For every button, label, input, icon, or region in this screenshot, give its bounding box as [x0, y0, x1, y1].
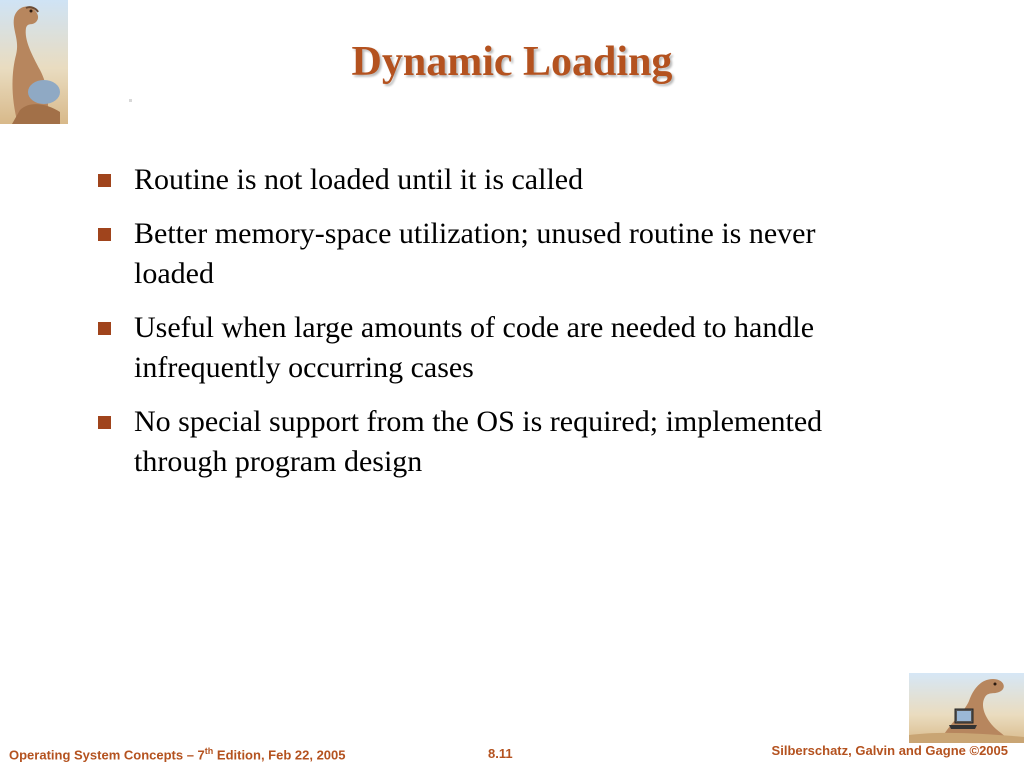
slide-title: Dynamic Loading — [351, 39, 673, 85]
footer-authors: Silberschatz, Galvin and Gagne ©2005 — [771, 743, 1008, 758]
footer-course-main: Operating System Concepts – 7 — [9, 747, 205, 763]
square-bullet-icon — [98, 322, 111, 335]
bullet-item — [96, 160, 896, 200]
bullet-item — [96, 214, 896, 294]
dinosaur-laptop-logo-icon — [909, 673, 1024, 743]
square-bullet-icon — [98, 416, 111, 429]
bullet-text: Better memory-space utilization; unused routine is never loaded — [134, 217, 816, 290]
decorative-dot — [129, 99, 132, 102]
bullet-item — [96, 308, 896, 388]
bullet-list — [96, 160, 896, 496]
bullet-text: No special support from the OS is required; implemented through program design — [134, 405, 823, 478]
bullet-text: Useful when large amounts of code are needed to handle infrequently occurring cases — [134, 311, 815, 384]
square-bullet-icon — [98, 228, 111, 241]
square-bullet-icon — [98, 174, 111, 187]
footer-course-sup: th — [204, 746, 214, 756]
bullet-text: Routine is not loaded until it is called — [134, 163, 584, 196]
bullet-item — [96, 402, 896, 482]
footer-course-tail: Edition, Feb 22, 2005 — [213, 747, 346, 763]
footer-course-title — [9, 746, 346, 762]
page-number: 8.11 — [488, 746, 513, 761]
